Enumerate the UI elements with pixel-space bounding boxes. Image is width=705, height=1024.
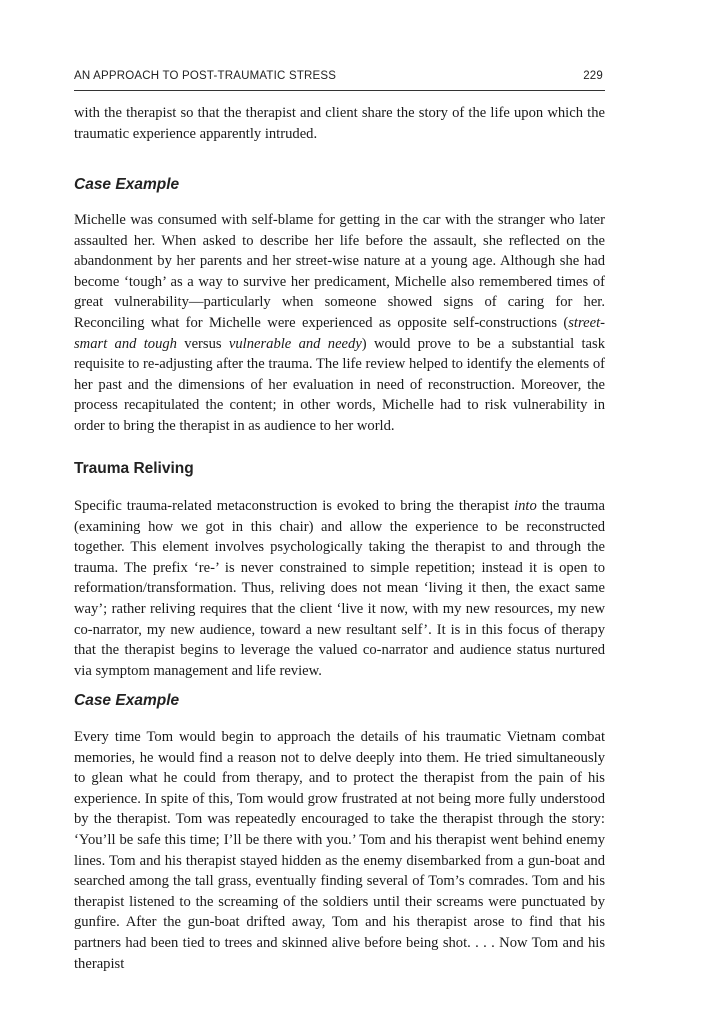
case-example-1-paragraph <box>74 210 605 437</box>
intro-paragraph-text: with the therapist so that the therapist and client share the story of the life upon which the traumatic experience apparently intruded. <box>74 105 605 142</box>
case1-text-part3: ) would prove to be a substantial task requisite to re-adjusting after the trauma. The life review helped to identify the elements of her past and the dimensions of her evaluation in need of reconstruction. Moreover, the process recapitulated the content; in other words, Michelle had to risk vulnerability in order to bring the therapist in as audience to her world. <box>74 335 605 434</box>
case1-text-part1: Michelle was consumed with self-blame for getting in the car with the stranger who later assaulted her. When asked to describe her life before the assault, she reflected on the abandonment by her parents and her street-wise nature at a young age. Although she had become ‘tough’ as a way to survive her predicament, Michelle also remembered times of great vulnerability—particularly when someone showed signs of caring for her. Reconciling what for Michelle were experienced as opposite self-constructions ( <box>74 212 605 331</box>
trauma-emphasis: into <box>514 498 537 514</box>
trauma-text-part1: Specific trauma-related metaconstruction is evoked to bring the therapist <box>74 498 515 514</box>
running-header <box>74 68 605 88</box>
case1-emphasis-1: street-smart and tough <box>74 314 605 352</box>
intro-paragraph <box>74 103 605 144</box>
trauma-reliving-text <box>74 496 605 681</box>
trauma-reliving-paragraph <box>74 496 605 681</box>
case1-text-part2: versus <box>176 335 229 352</box>
case-example-heading-2: Case Example <box>74 692 180 709</box>
case1-emphasis-2: vulnerable and needy <box>228 335 362 352</box>
case-example-1-text <box>74 210 605 437</box>
header-rule <box>74 90 605 91</box>
page-number: 229 <box>583 70 603 82</box>
case-example-heading-1: Case Example <box>74 176 180 193</box>
case-example-2-paragraph <box>74 727 605 974</box>
trauma-text-part2: the trauma (examining how we got in this chair) and allow the experience to be reconstructed together. This element involves psychologically taking the therapist to and through the trauma. The prefix ‘re-’ is never constrained to simple repetition; instead it is open to reformation/transformation. Thus, reliving does not mean ‘living it then, the exact same way’; rather reliving requires that the client ‘live it now, with my new resources, my new co-narrator, my new audience, toward a new resultant self’. It is in this focus of therapy that the therapist begins to leverage the valued co-narrator and audience status nurtured via symptom management and life review. <box>74 498 605 679</box>
section-heading-trauma-reliving: Trauma Reliving <box>74 460 194 477</box>
running-title: AN APPROACH TO POST-TRAUMATIC STRESS <box>74 70 337 82</box>
case-example-2-text: Every time Tom would begin to approach the details of his traumatic Vietnam combat memories, he would find a reason not to delve deeply into them. He tried simultaneously to glean what he could from therapy, and to protect the therapist from the pain of his experience. In spite of this, Tom would grow frustrated at not being more fully understood by the therapist. Tom was repeatedly encouraged to take the therapist through the story: ‘You’ll be safe this time; I’ll be there with you.’ Tom and his therapist went behind enemy lines. Tom and his therapist stayed hidden as the enemy disembarked from a gun-boat and searched among the tall grass, eventually finding several of Tom’s comrades. Tom and his therapist listened to the screaming of the soldiers until their screams were punctuated by gunfire. After the gun-boat drifted away, Tom and his therapist arose to find that his partners had been tied to trees and skinned alive before being shot. . . . Now Tom and his therapist <box>74 729 605 972</box>
